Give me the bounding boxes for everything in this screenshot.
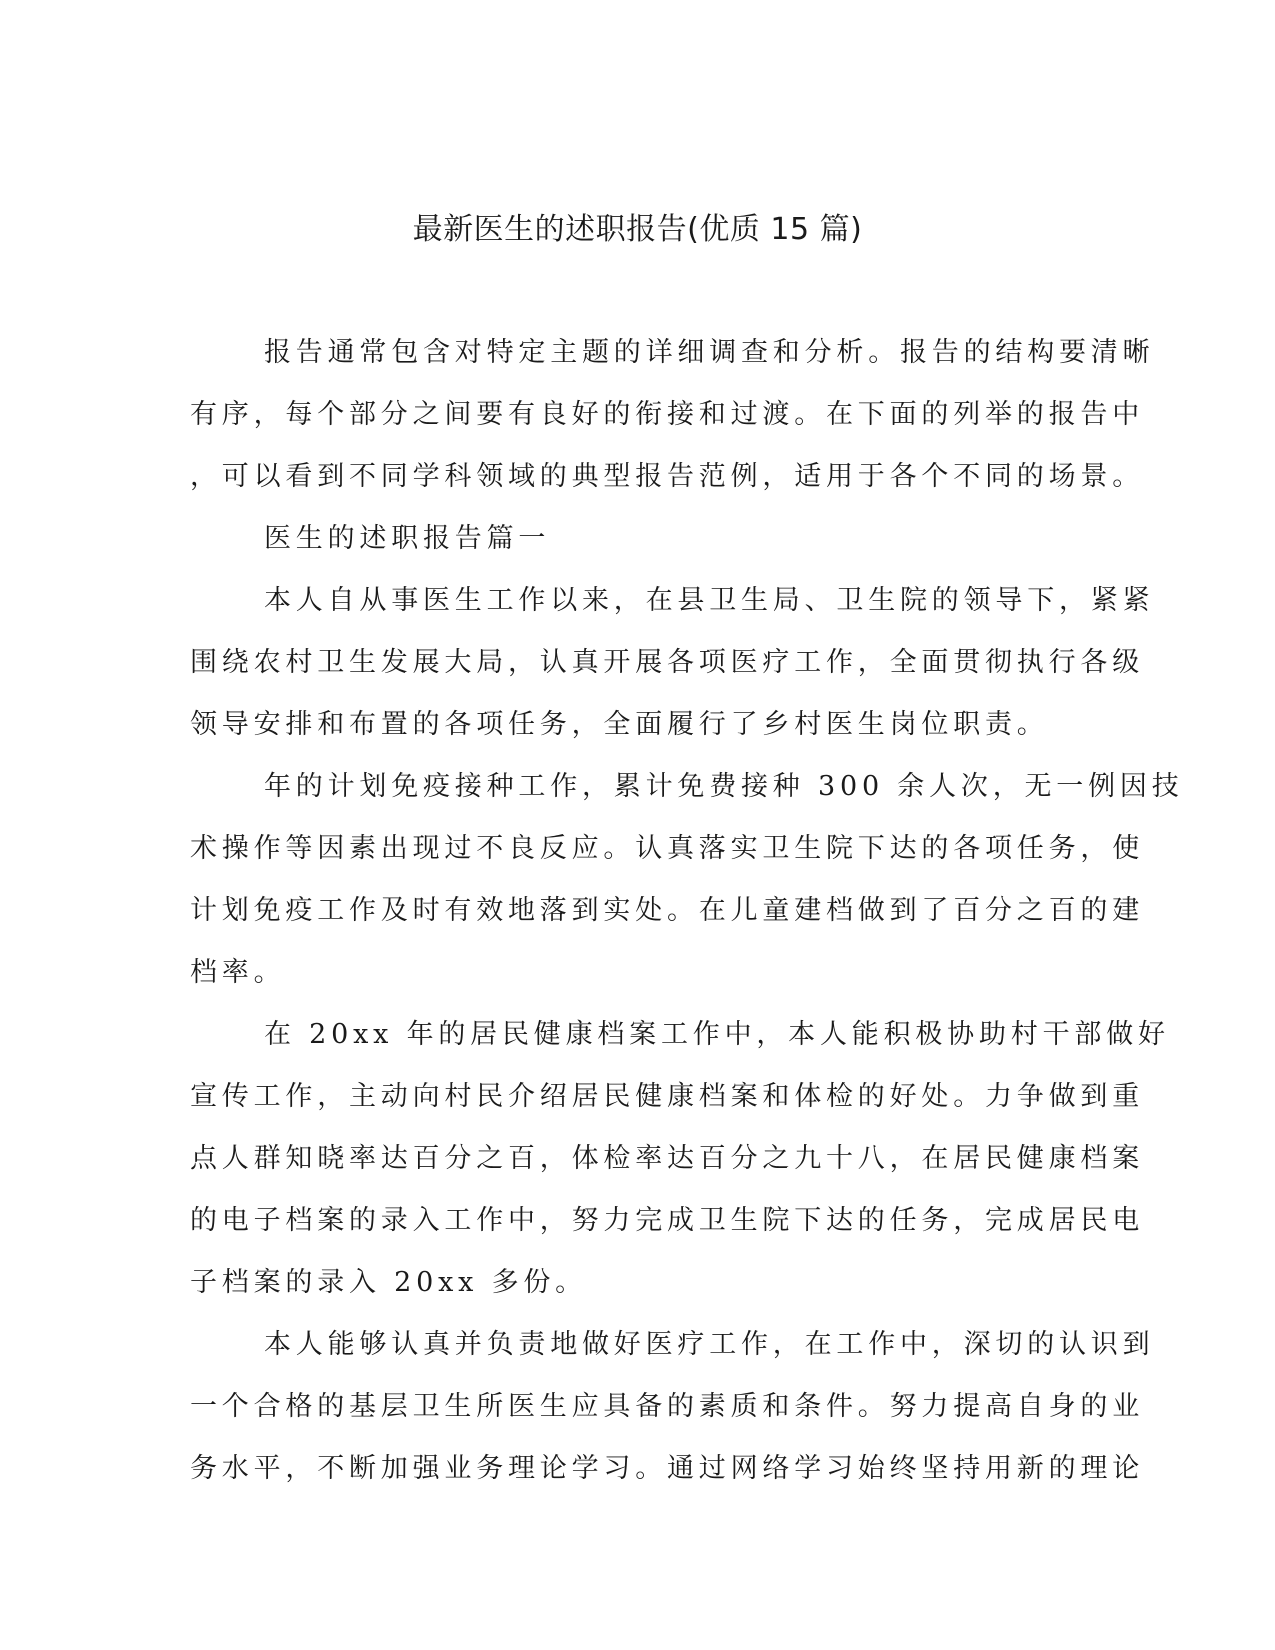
- text-line: 子档案的录入 20xx 多份。: [190, 1267, 587, 1298]
- text-line: 围绕农村卫生发展大局，认真开展各项医疗工作，全面贯彻执行各级: [190, 647, 1144, 678]
- text-line: 一个合格的基层卫生所医生应具备的素质和条件。努力提高自身的业: [190, 1391, 1144, 1422]
- text-line: 年的计划免疫接种工作，累计免费接种 300 余人次，无一例因技: [264, 771, 1184, 802]
- text-line: 宣传工作，主动向村民介绍居民健康档案和体检的好处。力争做到重: [190, 1081, 1144, 1112]
- text-line: 本人能够认真并负责地做好医疗工作，在工作中，深切的认识到: [264, 1329, 1155, 1360]
- text-line: 医生的述职报告篇一: [264, 523, 551, 554]
- text-line: 务水平，不断加强业务理论学习。通过网络学习始终坚持用新的理论: [190, 1453, 1144, 1484]
- text-line: 档率。: [190, 957, 286, 988]
- text-line: 术操作等因素出现过不良反应。认真落实卫生院下达的各项任务，使: [190, 833, 1144, 864]
- text-line: 在 20xx 年的居民健康档案工作中，本人能积极协助村干部做好: [264, 1019, 1170, 1050]
- text-line: 本人自从事医生工作以来，在县卫生局、卫生院的领导下，紧紧: [264, 585, 1155, 616]
- document-title: 最新医生的述职报告(优质 15 篇): [412, 212, 863, 247]
- text-line: 计划免疫工作及时有效地落到实处。在儿童建档做到了百分之百的建: [190, 895, 1144, 926]
- text-line: 点人群知晓率达百分之百，体检率达百分之九十八，在居民健康档案: [190, 1143, 1144, 1174]
- text-line: 报告通常包含对特定主题的详细调查和分析。报告的结构要清晰: [264, 337, 1155, 368]
- text-line: 领导安排和布置的各项任务，全面履行了乡村医生岗位职责。: [190, 709, 1049, 740]
- text-line: 的电子档案的录入工作中，努力完成卫生院下达的任务，完成居民电: [190, 1205, 1144, 1236]
- text-line: 有序，每个部分之间要有良好的衔接和过渡。在下面的列举的报告中: [190, 399, 1144, 430]
- text-line: ，可以看到不同学科领域的典型报告范例，适用于各个不同的场景。: [190, 461, 1144, 492]
- document-body: [190, 322, 1184, 1500]
